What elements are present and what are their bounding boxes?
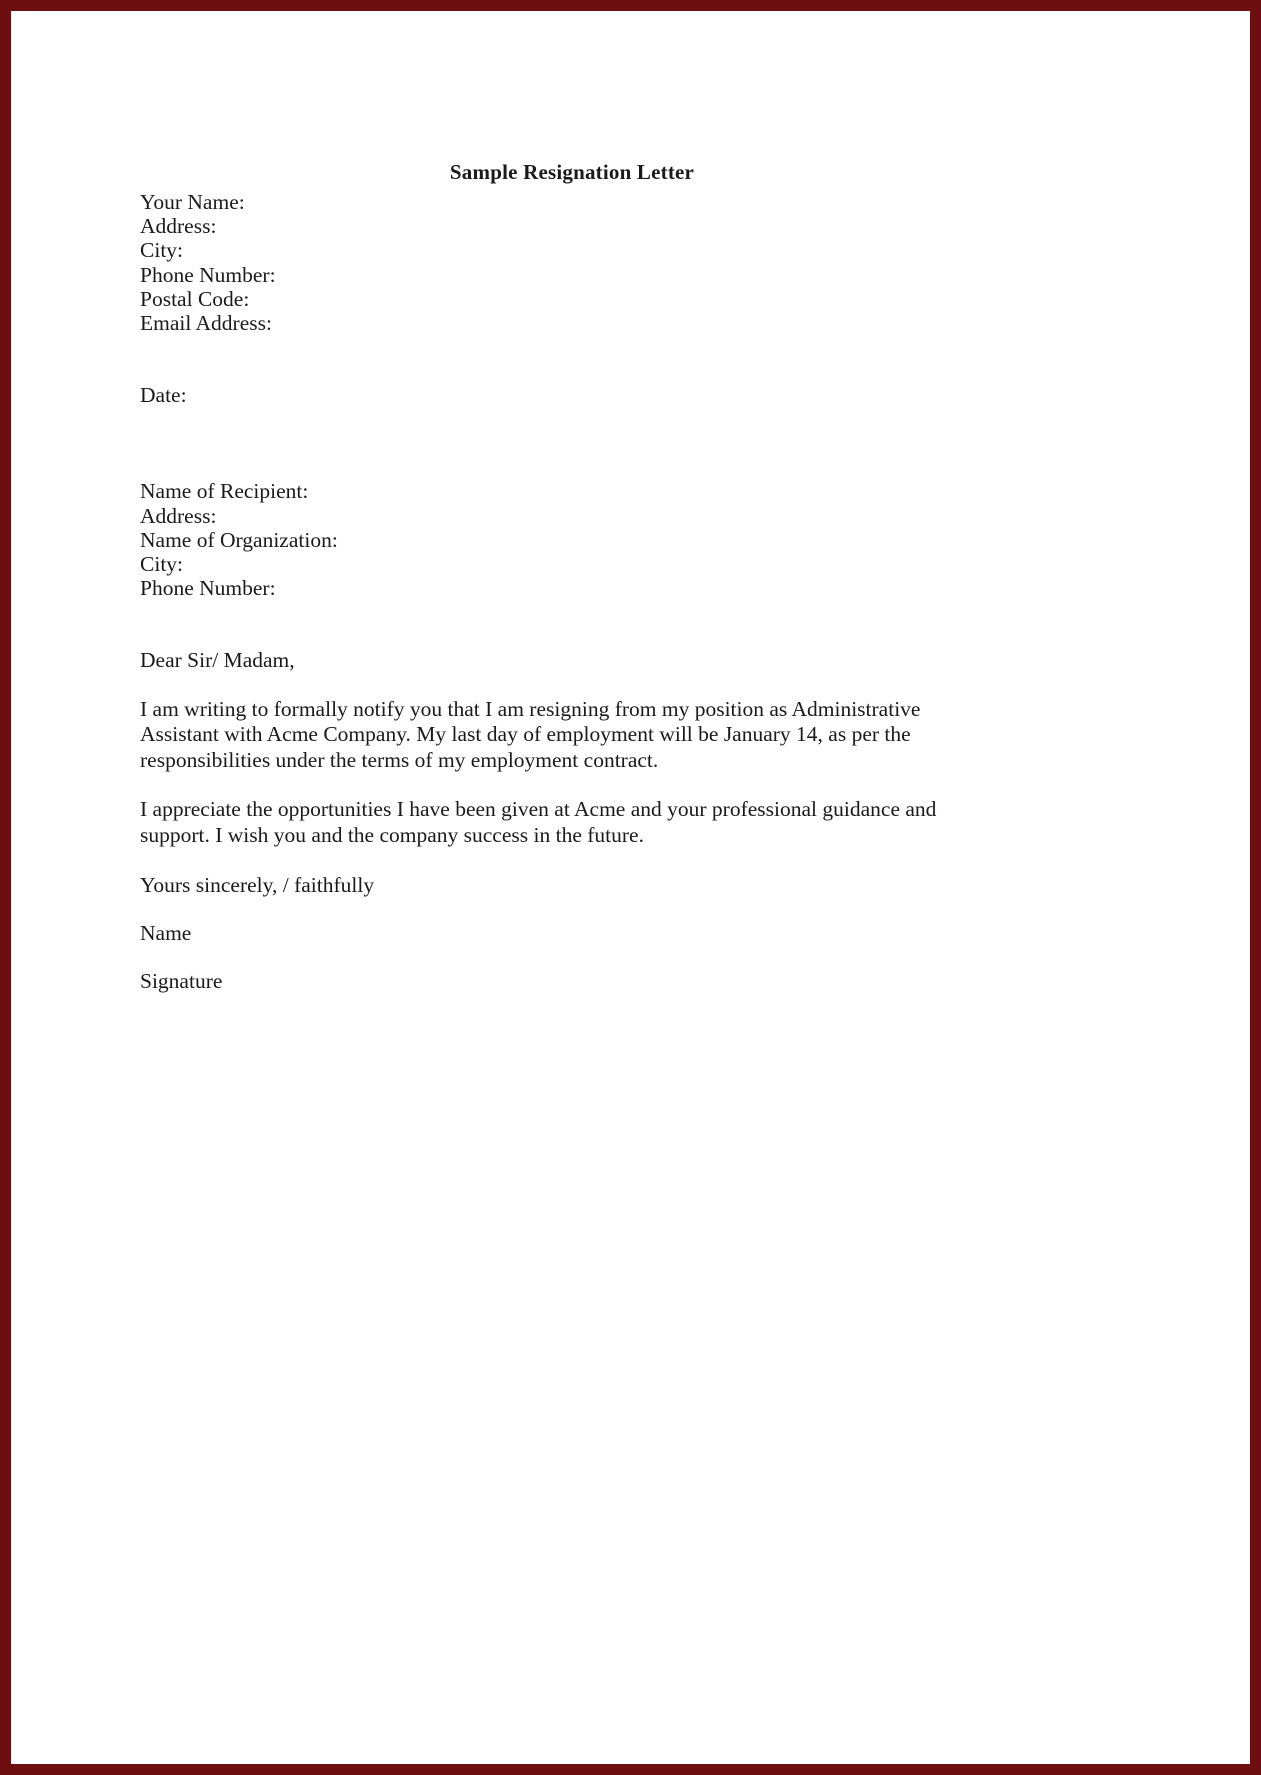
sender-field-city: City:	[140, 238, 184, 263]
recipient-field-organization: Name of Organization:	[140, 527, 338, 552]
date-field: Date:	[140, 383, 187, 408]
recipient-field-address: Address:	[140, 503, 217, 528]
sender-field-email-address: Email Address:	[140, 311, 272, 336]
body-paragraph-1: I am writing to formally notify you that I am resigning from my position as Administrative Assistant with Acme Company. My last day of employment will be January 14, as per the responsibilities under the terms of my employment contract.	[140, 696, 921, 772]
sender-field-phone-number: Phone Number:	[140, 262, 276, 287]
closing-signature-label: Signature	[140, 969, 223, 994]
spacer-between-paragraphs	[140, 773, 1090, 797]
spacer-before-signature	[140, 945, 1090, 969]
salutation: Dear Sir/ Madam,	[140, 648, 295, 673]
sender-field-your-name: Your Name:	[140, 190, 245, 214]
sender-field-postal-code: Postal Code:	[140, 286, 250, 311]
spacer-after-recipient-block	[140, 600, 1090, 648]
spacer-before-closing	[140, 849, 1090, 873]
spacer-after-sender-block	[140, 335, 1090, 383]
closing-sign-off: Yours sincerely, / faithfully	[140, 872, 375, 897]
recipient-field-phone-number: Phone Number:	[140, 576, 276, 601]
recipient-address-block	[140, 479, 1090, 600]
spacer-after-date	[140, 407, 1090, 479]
sender-field-address: Address:	[140, 214, 217, 239]
sender-address-block	[140, 190, 1090, 335]
body-paragraph-2: I appreciate the opportunities I have been given at Acme and your professional guidance and support. I wish you and the company success in the future.	[140, 797, 937, 848]
spacer-before-name	[140, 897, 1090, 921]
letter-sheet	[22, 22, 1239, 1753]
recipient-field-name: Name of Recipient:	[140, 479, 309, 504]
closing-name-label: Name	[140, 920, 192, 945]
letter-body	[140, 190, 1090, 993]
recipient-field-city: City:	[140, 552, 184, 577]
page-title: Sample Resignation Letter	[449, 160, 695, 184]
spacer-after-salutation	[140, 673, 1090, 697]
